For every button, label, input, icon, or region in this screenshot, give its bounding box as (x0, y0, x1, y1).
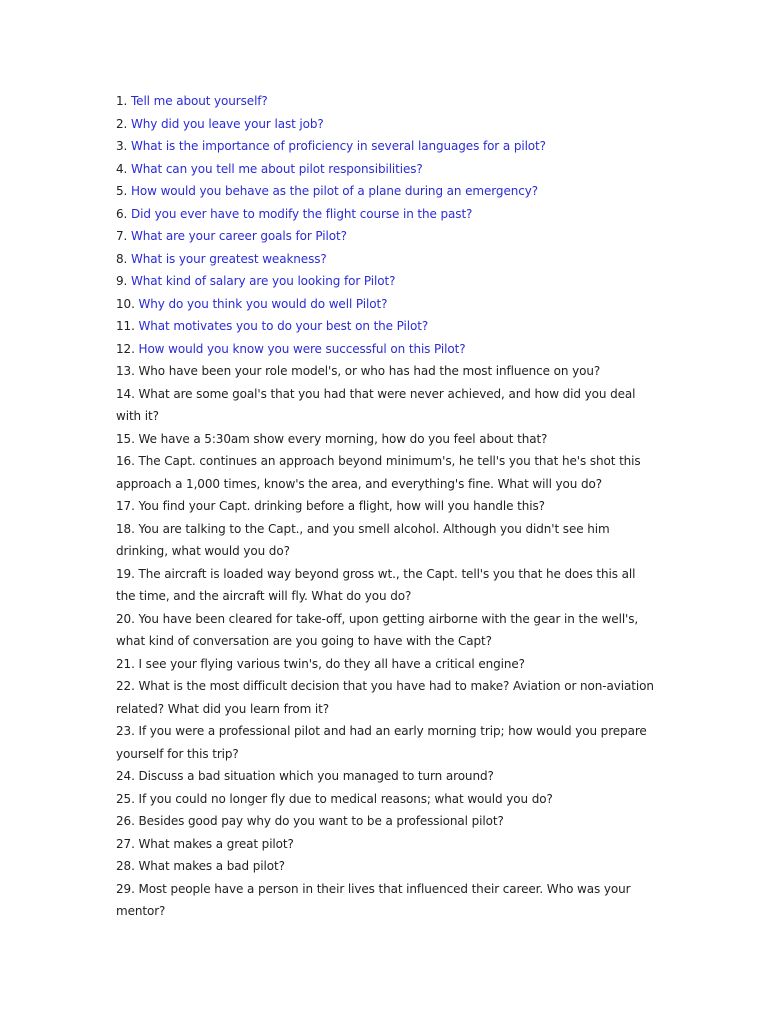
question-number: 21. (116, 656, 135, 671)
question-item (116, 203, 656, 226)
question-number: 3. (116, 139, 128, 153)
question-link[interactable]: What can you tell me about pilot responsibilities? (130, 161, 423, 176)
question-item (116, 833, 656, 856)
question-number: 1. (116, 94, 128, 108)
question-link[interactable]: Did you ever have to modify the flight course in the past? (130, 206, 473, 221)
question-item (116, 608, 656, 653)
question-text: What makes a great pilot? (138, 836, 294, 851)
question-number: 12. (116, 341, 135, 356)
question-item (116, 113, 656, 136)
question-number: 14. (116, 386, 135, 401)
question-number: 5. (116, 184, 128, 198)
question-text: You find your Capt. drinking before a flight, how will you handle this? (138, 499, 545, 513)
question-item (116, 765, 656, 788)
question-item (116, 855, 656, 878)
question-item (116, 428, 656, 451)
question-number: 8. (116, 251, 128, 266)
question-item (116, 158, 656, 181)
question-number: 28. (116, 859, 135, 873)
question-text: The aircraft is loaded way beyond gross wt., the Capt. tell's you that he does this all the time, and the aircraft will fly. What do you do? (116, 566, 636, 603)
question-text: Who have been your role model's, or who has had the most influence on you? (138, 364, 601, 378)
question-item (116, 293, 656, 316)
question-number: 24. (116, 769, 135, 783)
question-link[interactable]: How would you behave as the pilot of a plane during an emergency? (130, 184, 538, 198)
question-number: 11. (116, 319, 135, 333)
question-text: Discuss a bad situation which you managed to turn around? (138, 769, 494, 783)
question-number: 15. (116, 431, 135, 446)
question-text: We have a 5:30am show every morning, how do you feel about that? (138, 431, 548, 446)
question-link[interactable]: Why do you think you would do well Pilot? (138, 296, 388, 311)
question-item (116, 248, 656, 271)
question-text: Most people have a person in their lives that influenced their career. Who was your mentor? (116, 881, 631, 918)
question-number: 9. (116, 274, 128, 288)
question-item (116, 90, 656, 113)
question-number: 29. (116, 881, 135, 896)
question-number: 7. (116, 229, 128, 243)
question-text: You have been cleared for take-off, upon getting airborne with the gear in the well's, what kind of conversation are you going to have with the Capt? (116, 611, 639, 648)
question-item (116, 878, 656, 923)
question-item (116, 180, 656, 203)
question-text: You are talking to the Capt., and you smell alcohol. Although you didn't see him drinking, what would you do? (116, 521, 610, 558)
question-number: 20. (116, 611, 135, 626)
question-text: If you were a professional pilot and had an early morning trip; how would you prepare yourself for this trip? (116, 724, 647, 761)
question-number: 18. (116, 521, 135, 536)
question-number: 17. (116, 499, 135, 513)
question-item (116, 315, 656, 338)
question-number: 23. (116, 724, 135, 738)
question-number: 16. (116, 454, 135, 468)
question-text: What are some goal's that you had that were never achieved, and how did you deal with it? (116, 386, 636, 423)
question-number: 10. (116, 296, 135, 311)
question-number: 25. (116, 791, 135, 806)
question-number: 13. (116, 364, 135, 378)
question-number: 6. (116, 206, 128, 221)
question-list (116, 90, 656, 923)
question-link[interactable]: What motivates you to do your best on the Pilot? (138, 319, 429, 333)
question-link[interactable]: What are your career goals for Pilot? (130, 229, 347, 243)
question-item (116, 788, 656, 811)
question-item (116, 675, 656, 720)
question-item (116, 135, 656, 158)
question-text: I see your flying various twin's, do they all have a critical engine? (138, 656, 525, 671)
question-link[interactable]: How would you know you were successful on this Pilot? (138, 341, 466, 356)
question-text: Besides good pay why do you want to be a professional pilot? (138, 814, 504, 828)
question-item (116, 270, 656, 293)
question-item (116, 653, 656, 676)
question-link[interactable]: What kind of salary are you looking for Pilot? (130, 274, 396, 288)
question-item (116, 383, 656, 428)
question-link[interactable]: What is the importance of proficiency in several languages for a pilot? (130, 139, 546, 153)
question-number: 19. (116, 566, 135, 581)
question-text: The Capt. continues an approach beyond minimum's, he tell's you that he's shot this approach a 1,000 times, know's the area, and everything's fine. What will you do? (116, 454, 641, 491)
question-text: What is the most difficult decision that you have had to make? Aviation or non-aviation related? What did you learn from it? (116, 679, 654, 716)
question-link[interactable]: Why did you leave your last job? (130, 116, 324, 131)
question-text: What makes a bad pilot? (138, 859, 285, 873)
question-number: 27. (116, 836, 135, 851)
question-item (116, 225, 656, 248)
question-number: 22. (116, 679, 135, 693)
question-item (116, 495, 656, 518)
question-item (116, 450, 656, 495)
question-item (116, 720, 656, 765)
question-item (116, 810, 656, 833)
question-number: 26. (116, 814, 135, 828)
question-item (116, 338, 656, 361)
question-text: If you could no longer fly due to medical reasons; what would you do? (138, 791, 553, 806)
question-item (116, 563, 656, 608)
question-link[interactable]: What is your greatest weakness? (130, 251, 327, 266)
question-link[interactable]: Tell me about yourself? (130, 94, 268, 108)
question-item (116, 518, 656, 563)
question-item (116, 360, 656, 383)
question-number: 4. (116, 161, 128, 176)
question-number: 2. (116, 116, 128, 131)
